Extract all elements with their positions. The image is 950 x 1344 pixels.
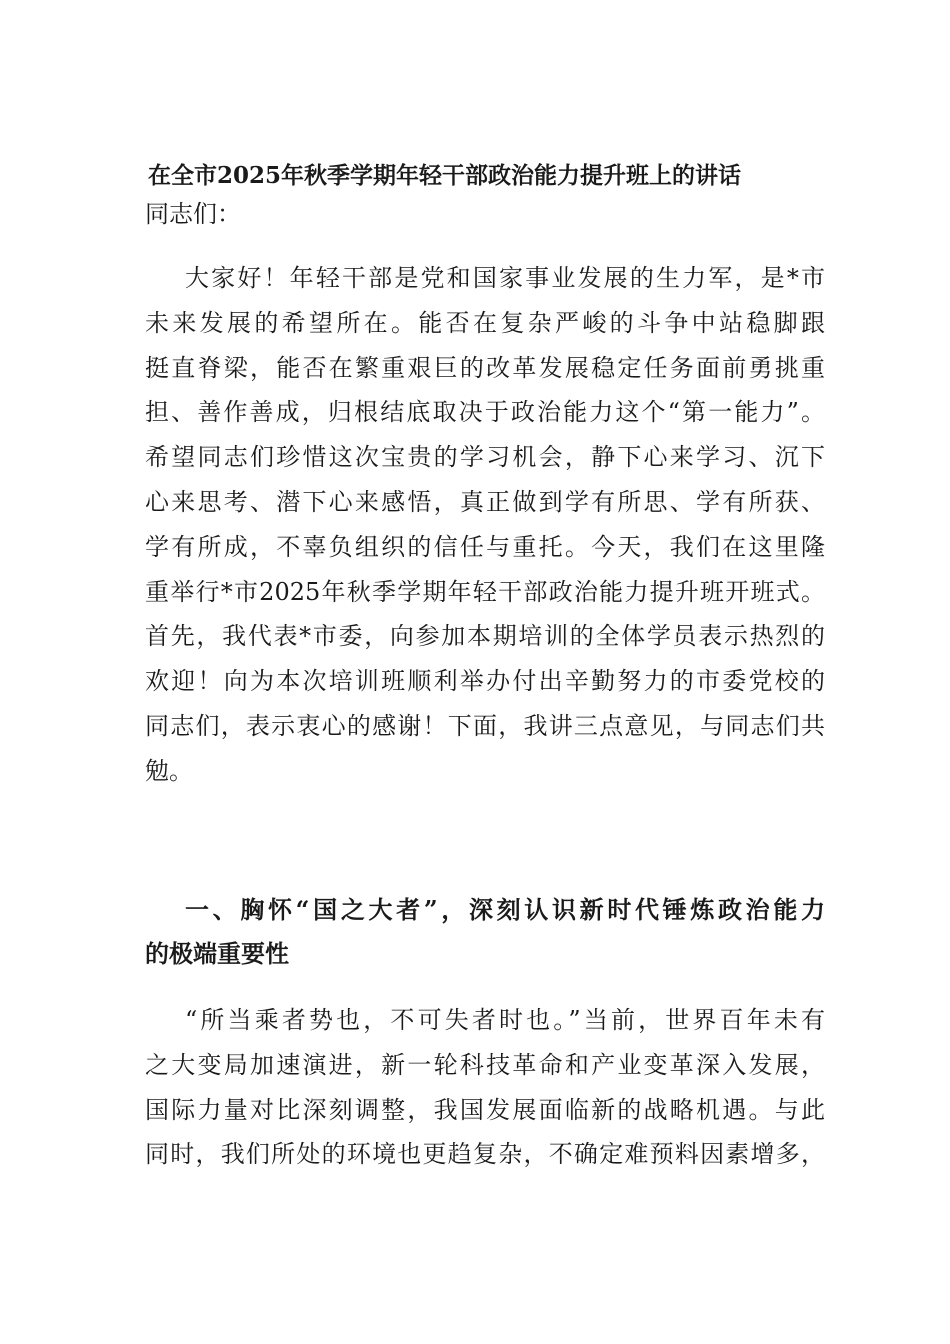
section-1-heading — [145, 888, 825, 976]
intro-line: 首先，我代表*市委，向参加本期培训的全体学员表示热烈的 — [145, 622, 825, 651]
section-heading-line: 的极端重要性 — [145, 939, 289, 968]
section-1-line: 同时，我们所处的环境也更趋复杂，不确定难预料因素增多， — [145, 1140, 825, 1169]
intro-line: 希望同志们珍惜这次宝贵的学习机会，静下心来学习、沉下 — [145, 443, 825, 472]
intro-line: 欢迎！向为本次培训班顺利举办付出辛勤努力的市委党校的 — [145, 667, 825, 696]
greeting: 同志们： — [145, 200, 241, 228]
section-heading-line: 一、胸怀“国之大者”，深刻认识新时代锤炼政治能力 — [185, 895, 825, 924]
intro-paragraph — [145, 256, 825, 794]
intro-line: 未来发展的希望所在。能否在复杂严峻的斗争中站稳脚跟 — [145, 308, 825, 337]
section-1-paragraph — [145, 998, 825, 1177]
intro-line: 勉。 — [145, 756, 193, 785]
intro-line: 学有所成，不辜负组织的信任与重托。今天，我们在这里隆 — [145, 532, 825, 561]
intro-line: 心来思考、潜下心来感悟，真正做到学有所思、学有所获、 — [145, 487, 825, 516]
section-1-line: “所当乘者势也，不可失者时也。”当前，世界百年未有 — [185, 1006, 825, 1034]
section-1-line: 国际力量对比深刻调整，我国发展面临新的战略机遇。与此 — [145, 1095, 825, 1124]
section-1-line: 之大变局加速演进，新一轮科技革命和产业变革深入发展， — [145, 1050, 825, 1079]
intro-line: 同志们，表示衷心的感谢！下面，我讲三点意见，与同志们共 — [145, 711, 825, 740]
intro-line: 担、善作善成，归根结底取决于政治能力这个“第一能力”。 — [145, 398, 825, 427]
intro-line: 重举行*市2025年秋季学期年轻干部政治能力提升班开班式。 — [145, 577, 825, 606]
document-title: 在全市2025年秋季学期年轻干部政治能力提升班上的讲话 — [148, 162, 742, 189]
intro-line: 挺直脊梁，能否在繁重艰巨的改革发展稳定任务面前勇挑重 — [145, 353, 825, 382]
intro-line: 大家好！年轻干部是党和国家事业发展的生力军，是*市 — [185, 264, 825, 292]
